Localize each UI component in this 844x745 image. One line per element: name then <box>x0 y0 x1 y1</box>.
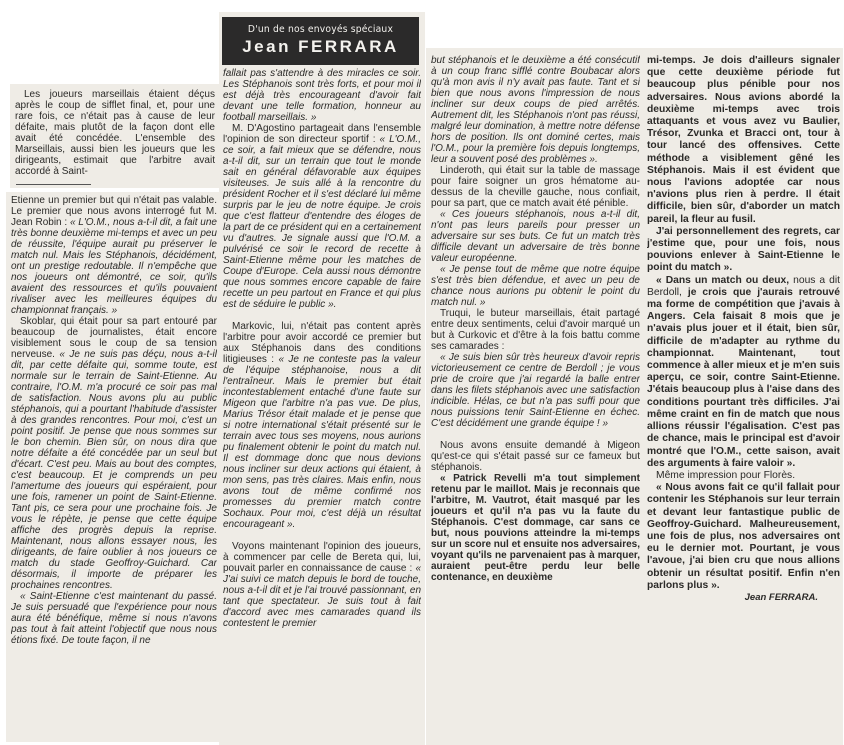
body-text: Markovic, lui, n'était pas content après l'arbitre pour avoir accordé ce premier but aux Stéphanois dans des conditions litigieuses : <box>223 321 421 365</box>
article-column-1 <box>11 195 217 735</box>
quote-text: but stéphanois et le deuxième a été consécutif à un coup franc sifflé contre Boubacar alors qu'à mon avis il n'y avait pas faute. Tant et si bien que nous avons l'impression de nous incliner sur deux coups de pied arrêtés. Autrement dit, les Stéphanois n'ont pas réussi, malgré leur domination, à mettre notre défense hors de position. Ils ont dominé certes, mais l'O.M., pour la première fois depuis longtemps, leur a souvent posé des problèmes ». <box>431 55 640 165</box>
body-text: Etienne un premier but qui n'était pas valable. Le premier que nous avons interrogé fut M. Jean Robin : <box>11 195 217 228</box>
quote-text: « Ces joueurs stéphanois, nous a-t-il dit, n'ont pas leurs pareils pour presser un adversaire sur ses buts. Ce fut un match très difficile devant un adversaire de très bonne valeur européenne. <box>431 209 640 264</box>
quote-text: « Je suis bien sûr très heureux d'avoir repris victorieusement ce centre de Berdoll ; je vous prie de croire que j'ai regardé la balle entrer dans les filets stéphanois avec une satisfaction indicible. Hélas, ce but n'a pas suffi pour que nous puissions tenir Saint-Etienne en échec. C'est décidément une grande équipe ! » <box>431 352 640 429</box>
body-text: Truqui, le buteur marseillais, était partagé entre deux sentiments, celui d'avoir marqué un but à Curkovic et d'être à la fois battu comme ses camarades : <box>431 308 640 352</box>
bold-quote-text: J'ai personnellement des regrets, car j'estime que, pour une fois, nous pouvions enlever à Saint-Etienne le point du match ». <box>647 225 840 274</box>
paragraph <box>647 55 840 226</box>
quote-text: « Je ne suis pas déçu, nous a-t-il dit, par cette défaite qui, somme toute, est normale sur le terrain de Saint-Etienne. Au contraire, l'O.M. m'a procuré ce soir pas mal de satisfaction. Nous avons plu au public stéphanois, qui a pourtant l'habitude d'assister à des grandes rencontres. Pour moi, c'est un point positif. Je pense que nous sommes sur le bon chemin. Bien sûr, on nous dira que notre défaite a été concédée par un seul but d'écart. C'est peu. Mais au bout des comptes, c'est beaucoup. Et je comprends un peu l'amertume des joueurs qui espéraient, pour une fois, ramener un point de Saint-Etienne. Tant pis, ce sera pour une prochaine fois. Je vous le répète, je pense que cette équipe affiche des progrès depuis la reprise. Maintenant, nous allons essayer nous, les dirigeants, de faire oublier à nos joueurs ce match du stade Geoffroy-Guichard. Car désormais, il importe de préparer les prochaines rencontres. <box>11 349 217 591</box>
paragraph <box>223 123 421 310</box>
byline-box <box>222 17 419 65</box>
paragraph <box>11 316 217 591</box>
paragraph <box>431 440 640 473</box>
bold-quote-text: « Dans un match ou deux, <box>656 274 794 286</box>
body-text: Nous avons ensuite demandé à Migeon qu'est-ce qui s'était passé sur ce fameux but stéphanois. <box>431 440 640 473</box>
quote-text: « Je pense tout de même que notre équipe s'est très bien défendue, et avec un peu de chance nous aurions pu obtenir le point du match nul. » <box>431 264 640 308</box>
paragraph <box>431 308 640 352</box>
paragraph <box>223 68 421 123</box>
paragraph <box>431 55 640 165</box>
paragraph <box>223 321 421 530</box>
quote-text: « J'ai suivi ce match depuis le bord de touche, nous a-t-il dit et je l'ai trouvé passionnant, en tant que spectateur. Je suis tout à fait d'accord avec mes camarades quand ils contestent le premier <box>223 563 421 629</box>
bold-quote-text: mi-temps. Je dois d'ailleurs signaler que cette deuxième période fut beaucoup plus pénible pour nos adversaires. Nous avions abordé la deuxième mi-temps avec trois attaquants et vous avez vu Baulier, Trésor, Zvunka et Bracci ont, tour à tour lancé des offensives. Cette méthode a visiblement gêné les Stéphanois. Mais il est évident que nous l'avions adoptée car nous n'avions plus rien à perdre. Il était difficile, bien sûr, d'aborder un match pareil, la fleur au fusil. <box>647 55 840 225</box>
paragraph <box>223 541 421 629</box>
divider <box>16 184 91 185</box>
quote-text: « L'O.M., nous a-t-il dit, a fait une très bonne deuxième mi-temps et avec un peu de réussite, l'équipe aurait pu préserver le match nul. Mais les Stéphanois, décidément, ont un prestige redoutable. Il n'empêche que nos joueurs ont démontré, ce soir, qu'ils avaient des ressources et qu'ils pouvaient rivaliser avec les meilleures équipes du championnat français. » <box>11 217 217 316</box>
article-column-2 <box>223 68 421 740</box>
body-text: Skoblar, qui était pour sa part entouré par beaucoup de journalistes, était encore visiblement sous le coup de sa tension nerveuse. <box>11 316 217 360</box>
quote-text: « L'O.M., ce soir, a fait mieux que se défendre, nous a-t-il dit, sur un terrain que tout le monde sait en général défavorable aux équipes visiteuses. Je suis allé à la rencontre du président Rocher et il s'est déclaré lui même surpris par le jeu de notre équipe. Je crois que c'est flatteur d'entendre des éloges de la part de ce président qui en a certainement vu d'autres. Je signale aussi que l'O.M. a pulvérisé ce soir le record de recette à Saint-Etienne même pour les matches de Coupe d'Europe. Cela aussi nous démontre que nous sommes encore capable de faire recette un peu partout en France et qui plus est de séduire le public ». <box>223 134 421 310</box>
paragraph <box>431 352 640 429</box>
byline-author: Jean FERRARA <box>242 37 399 56</box>
body-text: nous a dit Berdoll, <box>647 274 840 298</box>
paragraph <box>647 470 840 482</box>
paragraph <box>431 165 640 209</box>
paragraph <box>11 195 217 316</box>
article-column-3 <box>431 55 640 745</box>
quote-text: fallait pas s'attendre à des miracles ce soir. Les Stéphanois sont très forts, et pour moi il est déjà très encourageant d'avoir fait devant une telle formation, honneur au football marseillais. » <box>223 68 421 123</box>
paragraph <box>15 89 215 177</box>
bold-quote-text: je crois que j'aurais retrouvé ma forme de compétition que j'avais à Angers. Cela faisait 8 mois que je n'avais plus jouer et il était, bien sûr, difficile de m'adapter au rythme du championnat. Maintenant, tout commence à aller mieux et je m'en suis aperçu, ce soir, contre Saint-Etienne. J'étais beaucoup plus à l'aise dans des conditions pourtant très difficiles. J'ai même craint en fin de match que nous allions réussir l'égalisation. C'est pas de chance, mais le principal est d'avoir montré que l'O.M., cette saison, avait des arguments à faire valoir ». <box>647 286 840 469</box>
paragraph <box>647 226 840 275</box>
body-text: Les joueurs marseillais étaient déçus après le coup de sifflet final, et, pour une rare fois, ce n'était pas à cause de leur défaite, mais plutôt de la façon dont elle avait été concédée. L'ensemble des Marseillais, aussi bien les joueurs que les dirigeants, estimait que l'arbitre avait accordé à Saint- <box>15 89 215 177</box>
paragraph <box>647 482 840 592</box>
bold-quote-text: « Nous avons fait ce qu'il fallait pour contenir les Stéphanois sur leur terrain et devant leur fantastique public de Geoffroy-Guichard. Malheureusement, une fois de plus, nos adversaires ont eu le dernier mot. Pourtant, je vous l'avoue, j'ai bien cru que nous allions obtenir un résultat positif. Enfin n'en parlons plus ». <box>647 482 840 591</box>
paragraph <box>431 473 640 583</box>
body-text: M. D'Agostino partageait dans l'ensemble l'opinion de son directeur sportif : <box>223 123 421 145</box>
paragraph <box>11 591 217 646</box>
quote-text: « Je ne conteste pas la valeur de l'équipe stéphanoise, nous a dit l'entraîneur. Mais le premier but était incontestablement entaché d'une faute sur Migeon que l'arbitre n'a pas vue. De plus, Marius Trésor était malade et je pense que si notre international s'était présenté sur le terrain avec tous ses moyens, nous aurions pu finalement obtenir le point du match nul. Il est dommage donc que nous devions nous incliner sur deux actions qui étaient, à mon sens, pas très claires. Mais enfin, nous avons tout de même confirmé nos promesses du premier match contre Sochaux. Pour moi, c'est déjà un résultat encourageant ». <box>223 354 421 530</box>
paragraph <box>647 275 840 470</box>
body-text: Linderoth, qui était sur la table de massage pour faire soigner un gros hématome au-dessus de la cheville gauche, nous confiait, pour sa part, que ce match avait été pénible. <box>431 165 640 209</box>
article-column-1-top <box>15 89 215 181</box>
bold-quote-text: « Patrick Revelli m'a tout simplement retenu par le maillot. Mais je reconnais que l'arbitre, M. Vautrot, était masqué par les joueurs et qu'il n'a pas vu la faute du Stéphanois. C'est dommage, car sans ce but, nous pouvions atteindre la mi-temps sur un score nul et ensuite nos adversaires, voyant qu'ils ne parvenaient pas à marquer, auraient peut-être perdu leur belle contenance, en deuxième <box>431 473 640 583</box>
body-text: Même impression pour Florès. <box>656 469 796 481</box>
quote-text: « Saint-Etienne c'est maintenant du passé. Je suis persuadé que l'expérience pour nous aura été bénéfique, même si nous n'avons pas tout à fait atteint l'objectif que nous nous étions fixé. De toute façon, il ne <box>11 591 217 646</box>
body-text: Voyons maintenant l'opinion des joueurs, à commencer par celle de Bereta qui, lui, pouvait parler en connaissance de cause : <box>223 541 421 574</box>
paragraph <box>431 264 640 308</box>
paragraph <box>431 209 640 264</box>
signature: Jean FERRARA. <box>744 591 818 603</box>
article-column-4 <box>647 55 840 745</box>
byline-kicker: D'un de nos envoyés spéciaux <box>247 24 394 35</box>
